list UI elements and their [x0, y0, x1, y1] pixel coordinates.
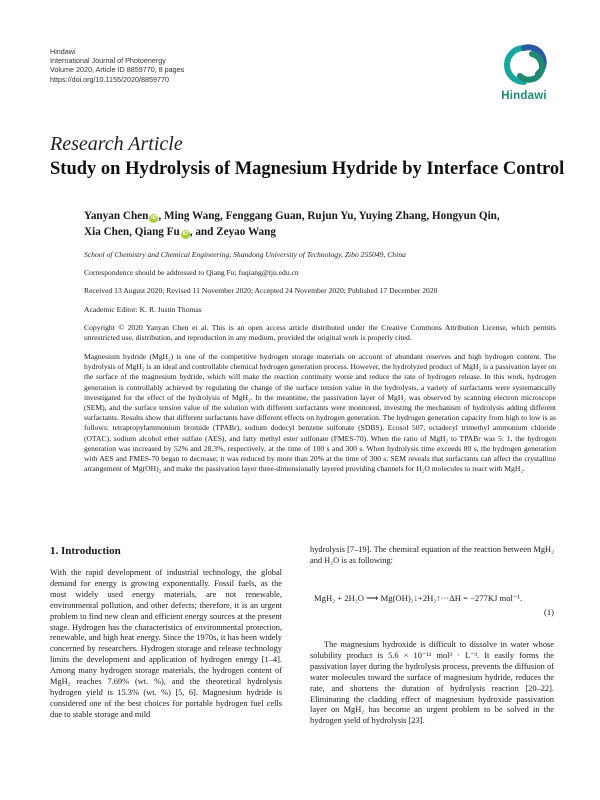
publication-dates: Received 13 August 2020; Revised 11 November 2020; Accepted 24 November 2020; Published 17 December 2020 — [84, 286, 438, 295]
article-type: Research Article — [50, 133, 183, 155]
hindawi-logo — [494, 44, 554, 108]
article-title: Study on Hydrolysis of Magnesium Hydride by Interface Control — [50, 159, 565, 179]
reaction-equation: MgH₂ + 2H₂O ⟶ Mg(OH)₂↓+2H₂↑···ΔH = −277KJ mol⁻¹. — [314, 593, 523, 603]
abstract: Magnesium hydride (MgH₂) is one of the competitive hydrogen storage materials on account of abundant reserves and high hydrogen content. The hydrolysis of MgH₂ is an ideal and controllable chemical hydrogen generation process. However, the hydrolyzed product of MgH₂ is a passivation layer on the surface of the magnesium hydride, which will make the reaction continuity worse and reduce the rate of hydrogen release. In this work, hydrogen generation is controllably achieved by regulating the change of the surface tension value in the hydrolysis, a variety of surfactants were systematically investigated for the effect of the hydrolysis of MgH₂. In the meantime, the passivation layer of MgH₂ was observed by scanning electron microscope (SEM), and the surface tension value of the solution with different surfactants were monitored, investing the mechanism of hydrolysis adding different surfactants. Results show that different surfactants have different effects on hydrogen generation. The hydrogen generation capacity from high to low is as follows: tetrapropylammonium bromide (TPABr), sodium dodecyl benzene sulfonate (SDBS), Ecosol 507, octadecyl trimethyl ammonium chloride (OTAC), sodium alcohol ether sulfate (AES), and fatty methyl ester sulfonate (FMES-70). When the ratio of MgH₂ to TPABr was 5: 1, the hydrogen generation was increased by 52% and 28.3%, respectively, at the time of 100 s and 300 s. When hydrolysis time exceeds 80 s, the hydrogen generation with AES and FMES-70 began to decrease; it was reduced by more than 20% at the time of 300 s. SEM reveals that surfactants can affect the crystalline arrangement of Mg(OH)₂ and make the passivation layer three-dimensionally layered providing channels for H₂O molecules to react with MgH₂. — [84, 352, 556, 474]
hindawi-logo-icon — [494, 44, 554, 88]
orcid-icon[interactable]: iD — [151, 215, 157, 221]
volume-info: Volume 2020, Article ID 8859770, 8 pages — [50, 65, 185, 75]
intro-paragraph-right-top: hydrolysis [7–19]. The chemical equation of the reaction between MgH₂ and H₂O is as following: — [310, 545, 554, 565]
doi-link[interactable]: https://doi.org/10.1155/2020/8859770 — [50, 74, 169, 84]
intro-paragraph-left: With the rapid development of industrial technology, the global demand for energy is growing exponentially. Fossil fuels, as the most widely used energy materials, are not renewable, environmental pollution, and other defects; therefore, it is an urgent problem to find new clean and efficient energy sources at the present stage. Hydrogen has the characteristics of environmental protection, renewable, and high heat energy. Since the 1970s, it has been widely concerned by researchers. Hydrogen storage and release technology limits the development and application of hydrogen energy [1–4]. Among many hydrogen storage materials, the hydrogen content of MgH₂ reaches 7.69% (wt. %), and the theoretical hydrolysis hydrogen yield is 15.3% (wt. %) [5, 6]. Magnesium hydride is considered one of the best choices for portable hydrogen fuel cells due to stable storage and mild — [50, 568, 282, 719]
affiliation: School of Chemistry and Chemical Engineering, Shandong University of Technology, Zibo 255049, China — [84, 250, 406, 259]
author-chen-name[interactable]: Yanyan Chen — [84, 210, 149, 222]
orcid-icon[interactable]: iD — [182, 230, 188, 237]
section-heading-introduction: 1. Introduction — [50, 545, 121, 557]
correspondence: Correspondence should be addressed to Qiang Fu; fuqiang@tju.edu.cn — [84, 268, 299, 277]
authors-line-2-start: Xia Chen, Qiang Fu — [84, 225, 180, 238]
publisher-name: Hindawi — [50, 47, 76, 56]
journal-meta — [50, 47, 184, 84]
authors-line-2-end: , and Zeyao Wang — [189, 225, 276, 238]
intro-paragraph-right-bottom: The magnesium hydroxide is difficult to dissolve in water whose solubility product is 5.6 × 10⁻¹² mol³ · L⁻³. It easily forms the passivation layer during the hydrolysis process, prevents the diffusion of water molecules toward the surface of magnesium hydride, reduces the rate, and shortens the duration of hydrolysis reaction [20–22]. Eliminating the cladding effect of magnesium hydroxide passivation layer on MgH₂ has become an urgent problem to be solved in the hydrogen yield of hydrolysis [23]. — [310, 640, 554, 726]
logo-wordmark: Hindawi — [501, 90, 547, 102]
journal-name: International Journal of Photoenergy — [50, 56, 166, 66]
authors-line-1 — [84, 209, 554, 225]
authors-line-1-rest: , Ming Wang, Fenggang Guan, Rujun Yu, Yuying Zhang, Hongyun Qin, — [158, 210, 500, 222]
copyright-notice: Copyright © 2020 Yanyan Chen et al. This is an open access article distributed under the Creative Commons Attribution License, which permits unrestricted use, distribution, and reproduction in any medium, provided the original work is properly cited. — [84, 323, 556, 343]
equation-number: (1) — [543, 607, 554, 617]
authors-line-2 — [84, 225, 554, 241]
academic-editor: Academic Editor: K. R. Justin Thomas — [84, 305, 202, 314]
author-list — [84, 209, 554, 240]
